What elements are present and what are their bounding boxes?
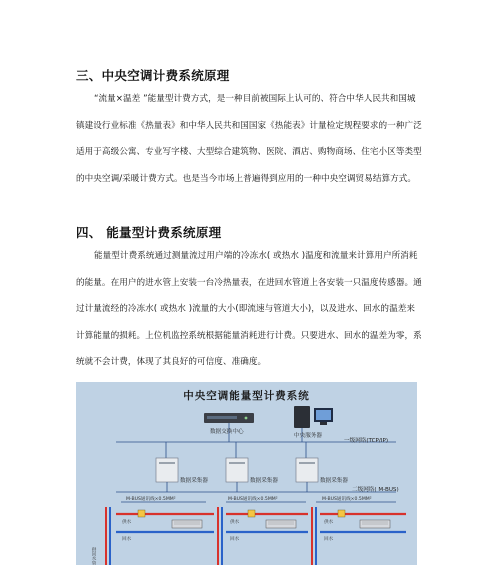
fan-coil-unit-icon	[172, 520, 202, 528]
data-collector-icon	[226, 458, 248, 482]
supply-label: 供水	[324, 520, 334, 525]
collector-label: 数据采集器	[250, 478, 278, 484]
fan-coil-unit-icon	[266, 520, 296, 528]
paragraph-line: “流量×温差 ”能量型计费方式，是一种目前被国际上认可的、符合中华人民共和国城	[94, 94, 416, 104]
paragraph-line: 的中央空调/采暖计费方式。也是当今市场上普遍得到应用的一种中央空调贸易结算方式。	[76, 173, 417, 184]
fan-coil-unit-icon	[360, 520, 390, 528]
switch-label: 数据交换中心	[210, 429, 244, 435]
riser-label: 供回水管	[91, 547, 96, 565]
bus-label: M-BUS通讯线×0.5MM²	[228, 497, 278, 502]
paragraph-line: 的能量。在用户的进水管上安装一台冷热量表，在进回水管道上各安装一只温度传感器。通	[76, 277, 422, 288]
data-collector-icon	[296, 458, 318, 482]
section-3-paragraph	[76, 86, 432, 192]
diagram-title: 中央空调能量型计费系统	[183, 390, 310, 402]
bus-label: M-BUS通讯线×0.5MM²	[322, 497, 372, 502]
supply-label: 供水	[122, 520, 132, 525]
section-heading-3: 三、中央空调计费系统原理	[76, 68, 230, 83]
paragraph-line: 适用于高级公寓、专业写字楼、大型综合建筑物、医院、酒店、购物商场、住宅小区等类型	[76, 147, 422, 158]
network1-label: 一级网络(TCP/IP)	[344, 438, 389, 444]
collector-label: 数据采集器	[180, 478, 208, 484]
server-label: 中央服务器	[294, 433, 322, 439]
server-icon	[294, 406, 333, 428]
switch-icon	[204, 413, 254, 423]
collector-label: 数据采集器	[320, 478, 348, 484]
return-label: 回水	[324, 537, 334, 542]
paragraph-line: 统就不会计费，体现了其良好的可信度、准确度。	[76, 357, 267, 368]
bus-label: M-BUS通讯线×0.5MM²	[126, 497, 176, 502]
return-label: 回水	[122, 537, 132, 542]
section-4-paragraph	[76, 243, 432, 376]
return-label: 回水	[230, 537, 240, 542]
data-collector-icon	[156, 458, 178, 482]
paragraph-line: 计算能量的损耗。上位机监控系统根据能量消耗进行计费。只要进水、回水的温差为零，系	[76, 330, 422, 341]
paragraph-line: 过计量流经的冷冻水( 或热水 )流量的大小(即流速与管道大小)，以及进水、回水的温差来	[76, 304, 415, 315]
system-diagram	[76, 382, 417, 565]
supply-label: 供水	[230, 520, 240, 525]
riser-pipes	[106, 507, 316, 565]
section-heading-4: 四、 能量型计费系统原理	[76, 225, 222, 240]
paragraph-line: 镇建设行业标准《热量表》和中华人民共和国国家《热能表》计量检定规程要求的一种广泛	[76, 120, 422, 131]
paragraph-line: 能量型计费系统通过测量流过用户端的冷冻水( 或热水 )温度和流量来计算用户所消耗	[94, 251, 418, 261]
network2-label: 二级网络( M-BUS)	[352, 487, 399, 493]
